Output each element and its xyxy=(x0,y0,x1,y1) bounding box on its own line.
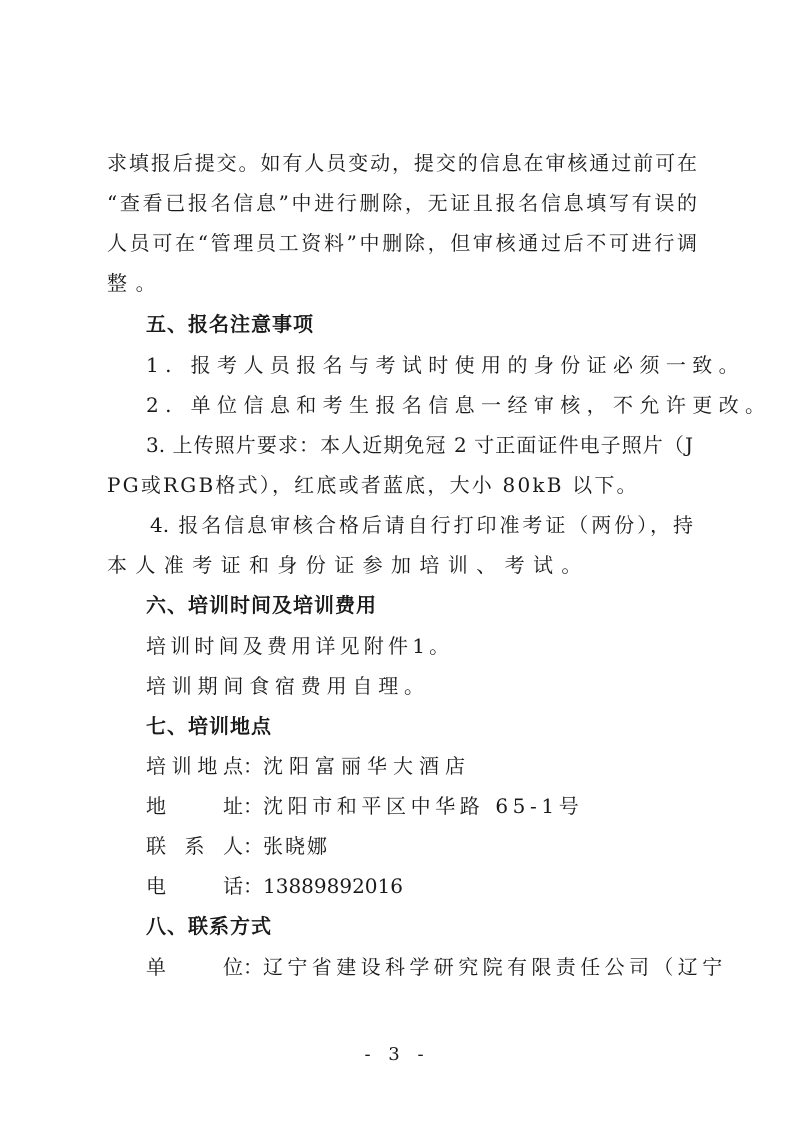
paragraph-line: 整。 xyxy=(107,271,165,295)
field-value: 张晓娜 xyxy=(263,834,329,858)
list-item-4-line1: 4. 报名信息审核合格后请自行打印准考证（两份），持 xyxy=(150,513,693,537)
field-label: 培 训 地 点 xyxy=(146,754,243,778)
paragraph-line: 人员可在“管理员工资料”中删除，但审核通过后不可进行调 xyxy=(107,231,697,255)
section-heading-6: 六、培训时间及培训费用 xyxy=(146,593,377,617)
list-item-2: 2. 单位信息和考生报名信息一经审核，不允许更改。 xyxy=(146,393,772,417)
field-value: 沈阳市和平区中华路 65-1号 xyxy=(263,794,584,818)
field-label: 电 话 xyxy=(146,874,243,898)
field-label: 地 址 xyxy=(146,794,243,818)
list-item-3-line1: 3. 上传照片要求：本人近期免冠 2 寸正面证件电子照片（J xyxy=(146,433,693,457)
section-heading-5: 五、报名注意事项 xyxy=(146,312,314,336)
paragraph-line: 培训期间食宿费用自理。 xyxy=(146,674,430,698)
list-item-1: 1. 报考人员报名与考试时使用的身份证必须一致。 xyxy=(146,353,746,377)
page-number: - 3 - xyxy=(364,1044,430,1065)
field-value: 沈阳富丽华大酒店 xyxy=(263,754,471,778)
field-phone: 电 话 ： 13889892016 xyxy=(146,874,403,898)
paragraph-line: 求填报后提交。如有人员变动，提交的信息在审核通过前可在 xyxy=(107,151,697,175)
field-contact-person: 联 系 人 ： 张晓娜 xyxy=(146,834,329,858)
field-address: 地 址 ： 沈阳市和平区中华路 65-1号 xyxy=(146,794,584,818)
paragraph-line: “查看已报名信息”中进行删除，无证且报名信息填写有误的 xyxy=(107,191,697,215)
field-label: 单 位 xyxy=(146,955,243,979)
field-organization: 单 位 ： 辽宁省建设科学研究院有限责任公司（辽宁 xyxy=(146,955,727,979)
field-value: 辽宁省建设科学研究院有限责任公司（辽宁 xyxy=(263,955,727,979)
field-training-location: 培 训 地 点 ： 沈阳富丽华大酒店 xyxy=(146,754,471,778)
section-heading-7: 七、培训地点 xyxy=(146,714,272,738)
field-value: 13889892016 xyxy=(263,874,403,898)
list-item-3-line2: PG或RGB格式），红底或者蓝底，大小 80kB 以下。 xyxy=(107,473,639,497)
list-item-4-line2: 本人准考证和身份证参加培训、考试。 xyxy=(107,553,590,577)
field-label: 联 系 人 xyxy=(146,834,243,858)
paragraph-line: 培训时间及费用详见附件1。 xyxy=(146,634,454,658)
section-heading-8: 八、联系方式 xyxy=(146,914,272,938)
